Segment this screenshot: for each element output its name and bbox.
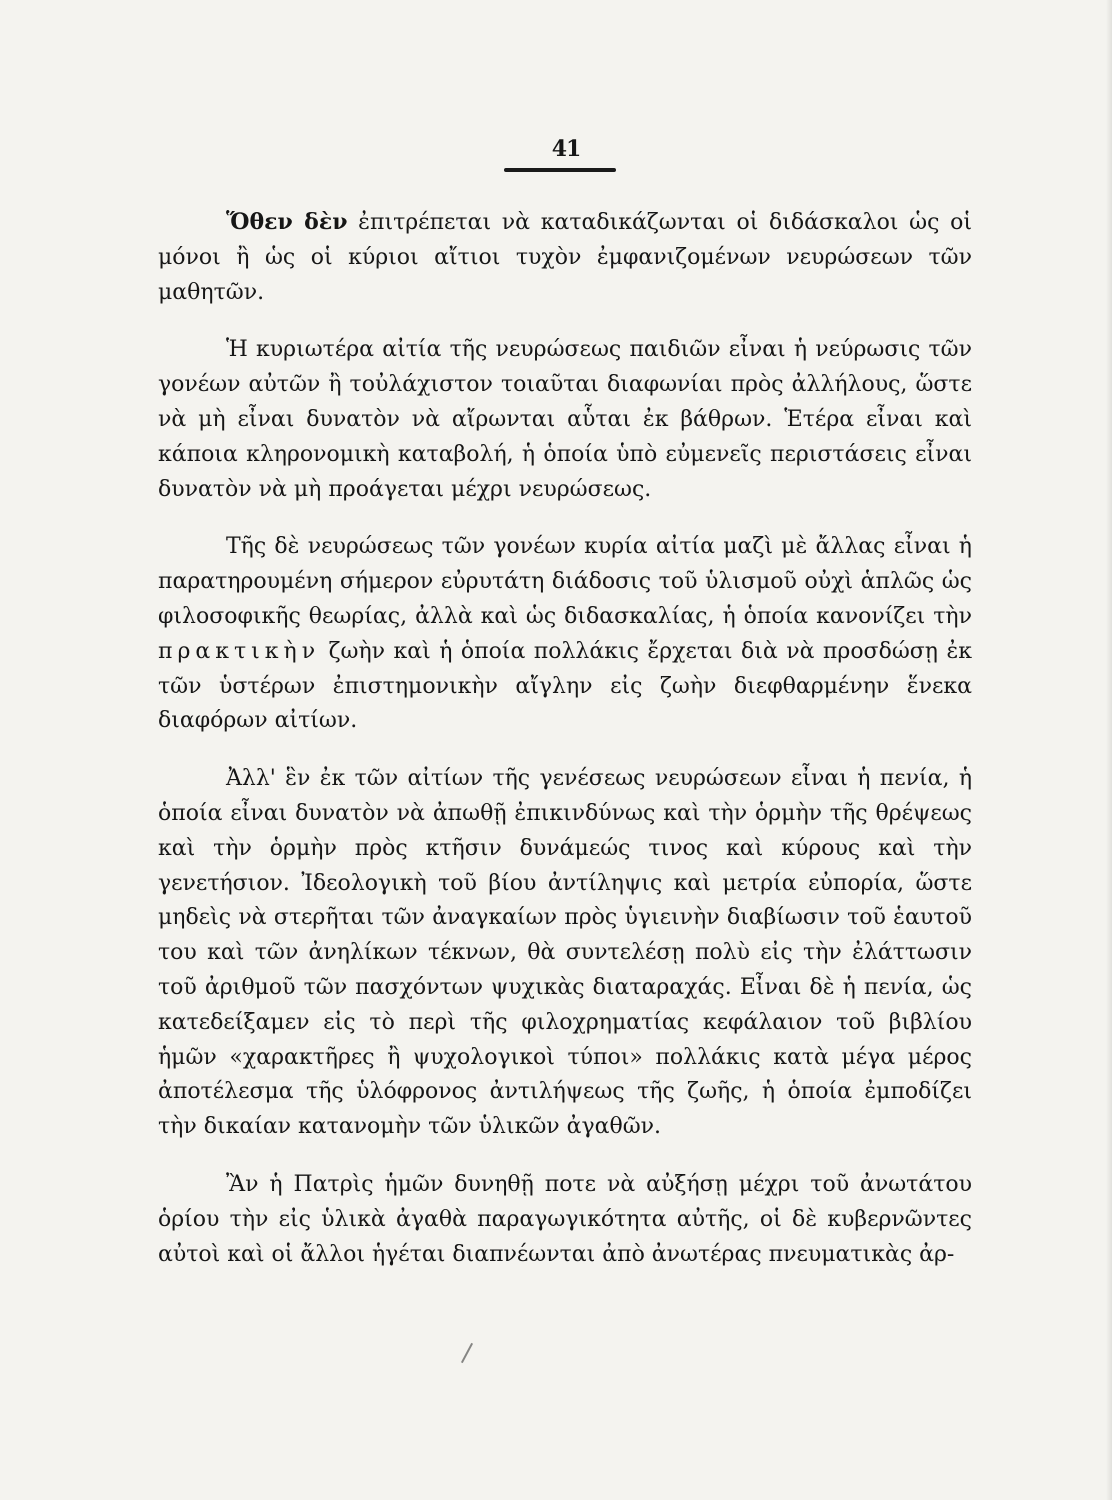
paragraph-5: Ἂν ἡ Πατρὶς ἡμῶν δυνηθῇ ποτε νὰ αὐξήσῃ μέχρι τοῦ ἀνωτάτου ὁρίου τὴν εἰς ὑλικὰ ἀγαθὰ παραγωγικότητα αὐτῆς, οἱ δὲ κυβερνῶντες αὐτοὶ καὶ οἱ ἄλλοι ἡγέται διαπνέωνται ἀπὸ ἀνωτέρας πνευματικὰς ἀρ-: [158, 1171, 972, 1267]
paragraph-3-text-before: Τῆς δὲ νευρώσεως τῶν γονέων κυρία αἰτία μαζὶ μὲ ἄλλας εἶναι ἡ παρατηρουμένη σήμερον εὐρυτάτη διάδοσις τοῦ ὑλισμοῦ οὐχὶ ἁπλῶς ὡς φιλοσοφικῆς θεωρίας, ἀλλὰ καὶ ὡς διδασκαλίας, ἡ ὁποία κανονίζει τὴν: [158, 534, 972, 629]
paragraph-3-text-after: ζωὴν καὶ ἡ ὁποία πολλάκις ἔρχεται διὰ νὰ προσδώσῃ ἐκ τῶν ὑστέρων ἐπιστημονικὴν αἴγλην εἰς ζωὴν διεφθαρμένην ἕνεκα διαφόρων αἰτίων.: [158, 638, 972, 734]
paragraph-3: [158, 530, 972, 739]
header-rule: [504, 168, 616, 172]
paragraph-1-text: ἐπιτρέπεται νὰ καταδικάζωνται οἱ διδάσκαλοι ὡς οἱ μόνοι ἢ ὡς οἱ κύριοι αἴτιοι τυχὸν ἐμφανιζομένων νευρώσεων τῶν μαθητῶν.: [158, 210, 972, 305]
page-number: 41: [551, 136, 581, 162]
stray-pen-mark: [461, 1343, 473, 1363]
paragraph-2: Ἡ κυριωτέρα αἰτία τῆς νευρώσεως παιδιῶν εἶναι ἡ νεύρωσις τῶν γονέων αὐτῶν ἢ τοὐλάχιστον τοιαῦται διαφωνίαι πρὸς ἀλλήλους, ὥστε νὰ μὴ εἶναι δυνατὸν νὰ αἴρωνται αὗται ἐκ βάθρων. Ἑτέρα εἶναι καὶ κάποια κληρονομικὴ καταβολή, ἡ ὁποία ὑπὸ εὐμενεῖς περιστάσεις εἶναι δυνατὸν νὰ μὴ προάγεται μέχρι νευρώσεως.: [158, 337, 972, 502]
paragraph-3-spaced-word: πρακτικὴν: [158, 638, 321, 664]
paragraph-1: [158, 205, 972, 310]
paragraph-4: Ἀλλ' ἓν ἐκ τῶν αἰτίων τῆς γενέσεως νευρώσεων εἶναι ἡ πενία, ἡ ὁποία εἶναι δυνατὸν νὰ ἀπωθῇ ἐπικινδύνως καὶ τὴν ὁρμὴν τῆς θρέψεως καὶ τὴν ὁρμὴν πρὸς κτῆσιν δυνάμεώς τινος καὶ κύρους καὶ τὴν γενετήσιον. Ἰδεολογικὴ τοῦ βίου ἀντίληψις καὶ μετρία εὐπορία, ὥστε μηδεὶς νὰ στερῆται τῶν ἀναγκαίων πρὸς ὑγιεινὴν διαβίωσιν τοῦ ἑαυτοῦ του καὶ τῶν ἀνηλίκων τέκνων, θὰ συντελέσῃ πολὺ εἰς τὴν ἐλάττωσιν τοῦ ἀριθμοῦ τῶν πασχόντων ψυχικὰς διαταραχάς. Εἶναι δὲ ἡ πενία, ὡς κατεδείξαμεν εἰς τὸ περὶ τῆς φιλοχρηματίας κεφάλαιον τοῦ βιβλίου ἡμῶν «χαρακτῆρες ἢ ψυχολογικοὶ τύποι» πολλάκις κατὰ μέγα μέρος ἀποτέλεσμα τῆς ὑλόφρονος ἀντιλήψεως τῆς ζωῆς, ἡ ὁποία ἐμποδίζει τὴν δικαίαν κατανομὴν τῶν ὑλικῶν ἀγαθῶν.: [158, 766, 972, 1140]
page-body: [158, 205, 972, 1272]
paragraph-1-bold-lead: Ὅθεν δὲν: [226, 209, 348, 235]
page-edge-shadow: [1106, 0, 1112, 1500]
